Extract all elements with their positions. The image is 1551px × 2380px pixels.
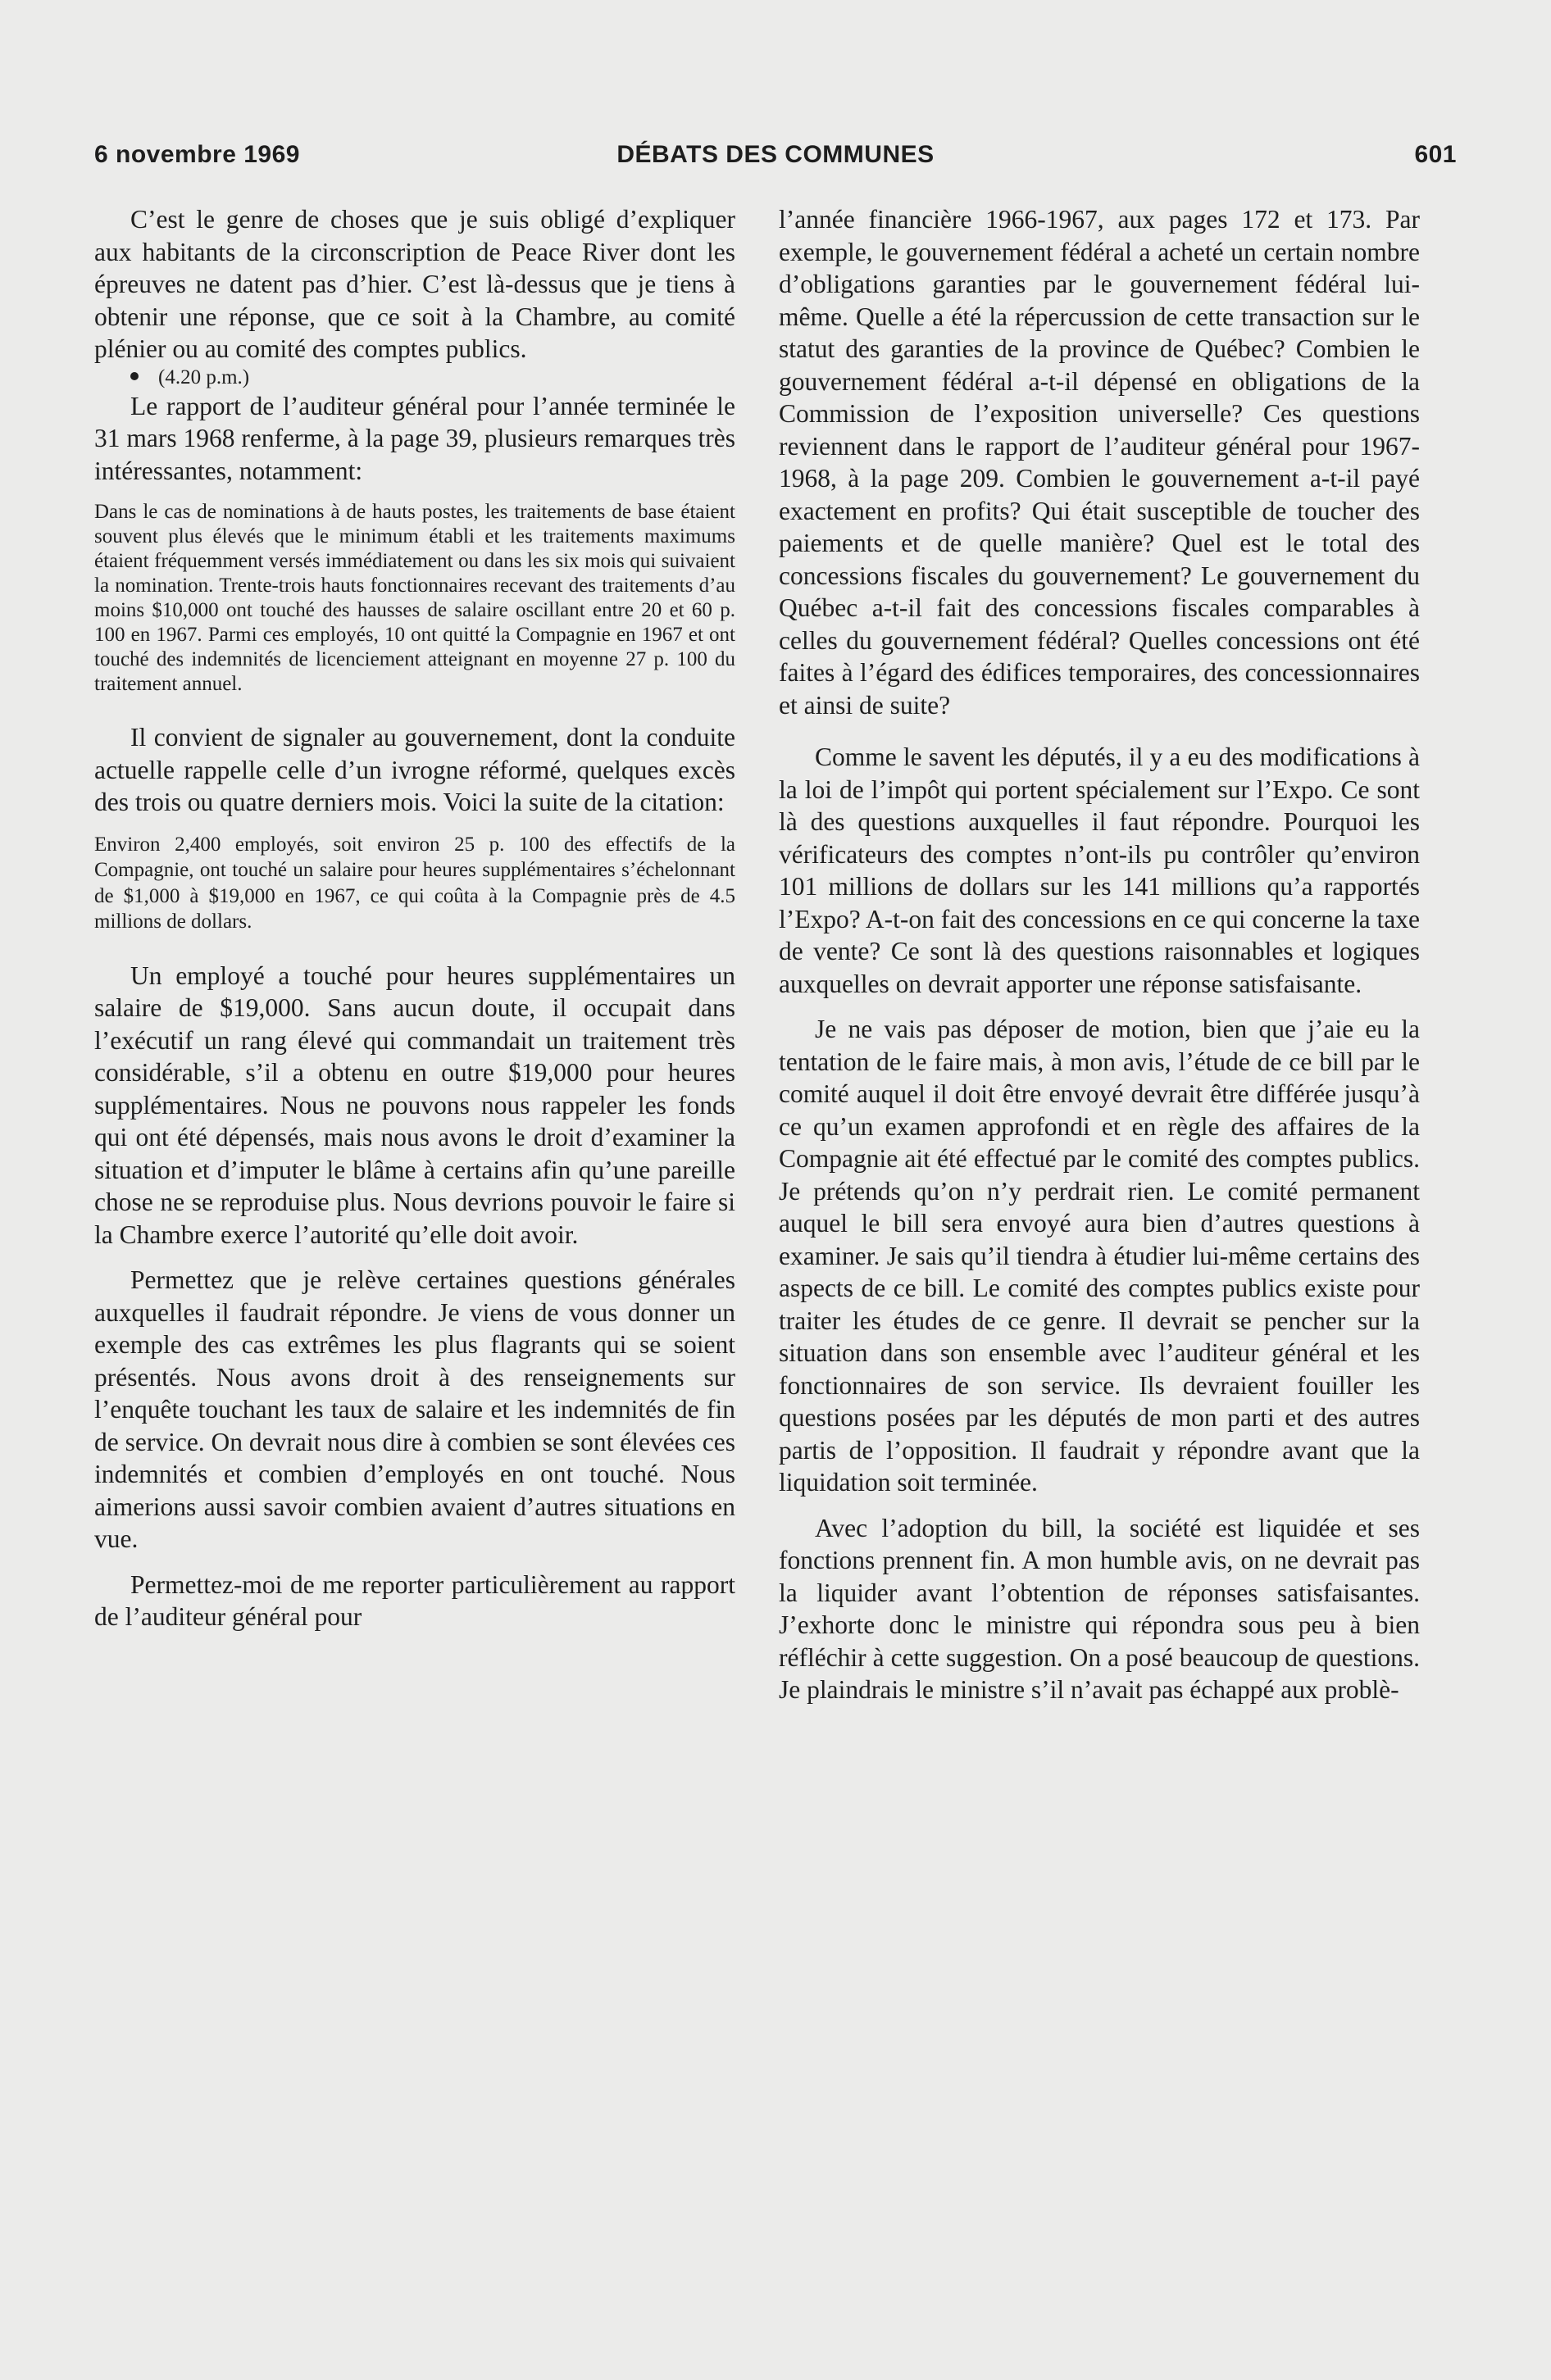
paragraph: Un employé a touché pour heures supplémentaires un salaire de $19,000. Sans aucun doute, il occupait dans l’exécutif un rang élevé qui commandait un traitement très considérable, s’il a obtenu en outre $19,000 pour heures supplémentaires. Nous ne pouvons nous rappeler les fonds qui ont été dépensés, mais nous avons le droit d’examiner la situation et d’imputer le blâme à certains afin qu’une pareille chose ne se reproduise plus. Nous devrions pouvoir le faire si la Chambre exerce l’autorité qu’elle doit avoir. xyxy=(94,961,735,1249)
paragraph: l’année financière 1966-1967, aux pages 172 et 173. Par exemple, le gouvernement fédéral a acheté un certain nombre d’obligations garanties par le gouvernement fédéral lui-même. Quelle a été la répercussion de cette transaction sur le statut des garanties de la province de Québec? Combien le gouvernement fédéral a-t-il dépensé en obligations de la Commission de l’exposition universelle? Ces questions reviennent dans le rapport de l’auditeur général pour 1967-1968, à la page 209. Combien le gouvernement a-t-il payé exactement en profits? Qui était susceptible de toucher des paiements et de quelle manière? Quel est le total des concessions fiscales du gouvernement? Le gouvernement du Québec a-t-il fait des concessions fiscales comparables à celles du gouvernement fédéral? Quelles concessions ont été faites à l’égard des édifices temporaires, des concessionnaires et ainsi de suite? xyxy=(779,205,1420,720)
paragraph: Comme le savent les députés, il y a eu des modifications à la loi de l’impôt qui portent spécialement sur l’Expo. Ce sont là des questions auxquelles il faut répondre. Pourquoi les vérificateurs des comptes n’ont-ils pu contrôler qu’environ 101 millions de dollars sur les 141 millions qu’a rapportés l’Expo? A-t-on fait des concessions en ce qui concerne la taxe de vente? Ce sont là des questions raisonnables et logiques auxquelles on devrait apporter une réponse satisfaisante. xyxy=(779,743,1420,998)
paragraph: Je ne vais pas déposer de motion, bien que j’aie eu la tentation de le faire mais, à mon avis, l’étude de ce bill par le comité auquel il doit être envoyé devrait être différée jusqu’à ce qu’un examen approfondi et en règle des affaires de la Compagnie ait été effectué par le comité des comptes publics. Je prétends qu’on n’y perdrait rien. Le comité permanent auquel le bill sera envoyé aura bien d’autres questions à examiner. Je sais qu’il tiendra à étudier lui-même certains des aspects de ce bill. Le comité des comptes publics existe pour traiter les études de ce genre. Il devrait se pencher sur la situation dans son ensemble avec l’auditeur général et les fonctionnaires de son service. Ils devraient fouiller les questions posées par les députés de mon parti et des autres partis de l’opposition. Il faudrait y répondre avant que la liquidation soit terminée. xyxy=(779,1015,1420,1497)
page-number: 601 xyxy=(1414,141,1457,168)
right-column xyxy=(779,203,1420,1706)
paragraph: Il convient de signaler au gouvernement, dont la conduite actuelle rappelle celle d’un ivrogne réformé, quelques excès des trois ou quatre derniers mois. Voici la suite de la citation: xyxy=(94,723,735,816)
bullet-icon xyxy=(130,372,139,380)
paragraph: Avec l’adoption du bill, la société est liquidée et ses fonctions prennent fin. A mon humble avis, on ne devrait pas la liquider avant l’obtention de réponses satisfaisantes. J’exhorte donc le ministre qui répondra sous peu à bien réfléchir à cette suggestion. On a posé beaucoup de questions. Je plaindrais le ministre s’il n’avait pas échappé aux problè- xyxy=(779,1513,1420,1704)
paragraph: Permettez que je relève certaines questions générales auxquelles il faudrait répondre. Je viens de vous donner un exemple des cas extrêmes les plus flagrants qui se soient présentés. Nous avons droit à des renseignements sur l’enquête touchant les taux de salaire et les indemnités de fin de service. On devrait nous dire à combien se sont élevées ces indemnités et combien d’employés en ont touché. Nous aimerions aussi savoir combien avaient d’autres situations en vue. xyxy=(94,1265,735,1553)
block-quote: Dans le cas de nominations à de hauts postes, les traitements de base étaient souvent plus élevés que le minimum établi et les traitements maximums étaient fréquemment versés immédiatement ou dans les six mois qui suivaient la nomination. Trente-trois hauts fonctionnaires recevant des traitements d’au moins $10,000 ont touché des hausses de salaire oscillant entre 20 et 60 p. 100 en 1967. Parmi ces employés, 10 ont quitté la Compagnie en 1967 et ont touché des indemnités de licenciement atteignant en moyenne 27 p. 100 du traitement annuel. xyxy=(94,501,735,695)
block-quote: Environ 2,400 employés, soit environ 25 p. 100 des effectifs de la Compagnie, ont touché un salaire pour heures supplémentaires s’échelonnant de $1,000 à $19,000 en 1967, ce qui coûta à la Compagnie près de 4.5 millions de dollars. xyxy=(94,833,735,933)
left-column xyxy=(94,203,735,1633)
header-date: 6 novembre 1969 xyxy=(94,141,300,168)
page-header xyxy=(94,141,1457,182)
header-title: DÉBATS DES COMMUNES xyxy=(616,141,935,168)
time-marker-text: (4.20 p.m.) xyxy=(158,366,250,388)
paragraph: Le rapport de l’auditeur général pour l’année terminée le 31 mars 1968 renferme, à la page 39, plusieurs remarques très intéressantes, notamment: xyxy=(94,391,735,485)
paragraph: Permettez-moi de me reporter particulièrement au rapport de l’auditeur général pour xyxy=(94,1569,735,1631)
time-marker xyxy=(94,366,735,390)
paragraph: C’est le genre de choses que je suis obligé d’expliquer aux habitants de la circonscription de Peace River dont les épreuves ne datent pas d’hier. C’est là-dessus que je tiens à obtenir une réponse, que ce soit à la Chambre, au comité plénier ou au comité des comptes publics. xyxy=(94,205,735,363)
